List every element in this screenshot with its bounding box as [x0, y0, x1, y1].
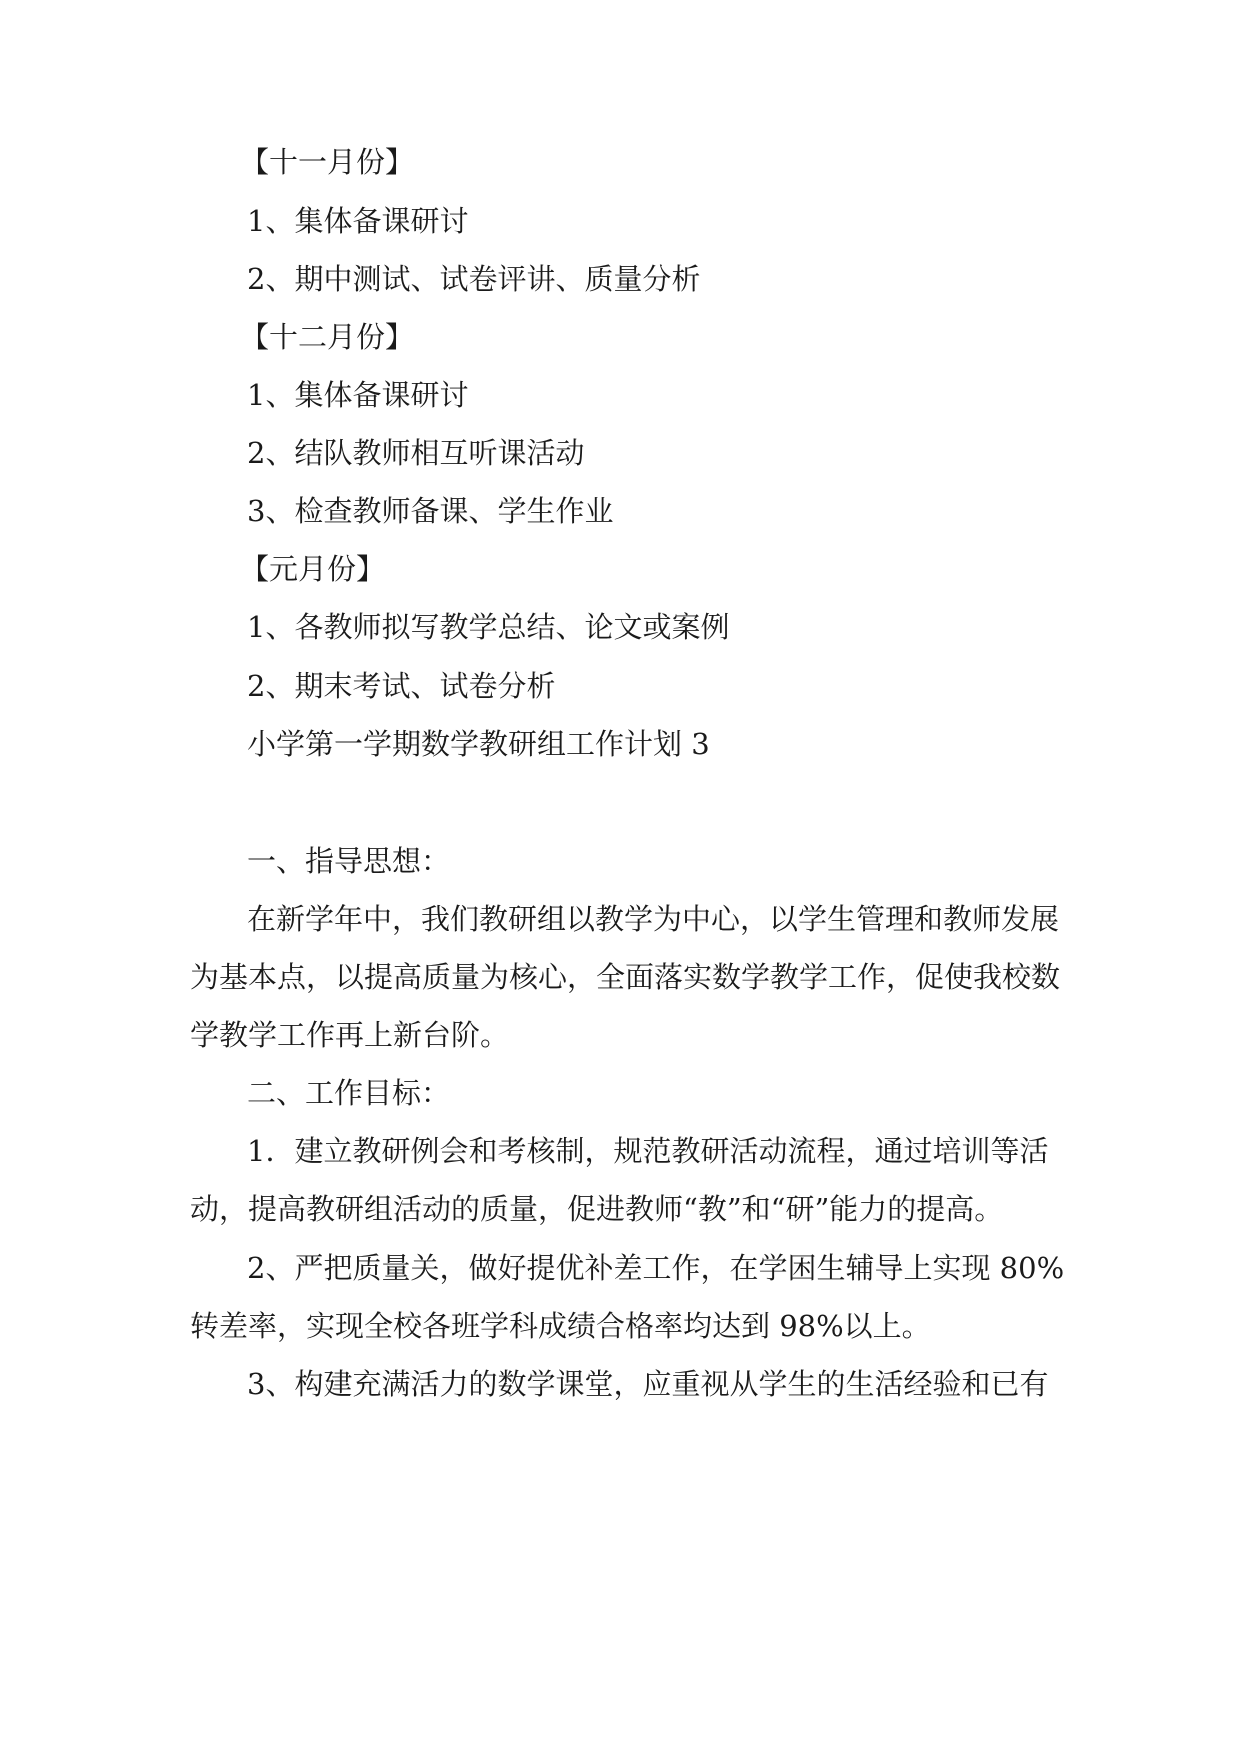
december-item-2: 2、结队教师相互听课活动	[247, 436, 585, 470]
guiding-line-1: 在新学年中，我们教研组以教学为中心，以学生管理和教师发展	[247, 902, 1060, 936]
december-item-3: 3、检查教师备课、学生作业	[247, 494, 614, 528]
guiding-line-3: 学教学工作再上新台阶。	[190, 1018, 510, 1052]
goals-heading: 二、工作目标：	[247, 1076, 451, 1110]
goal-1-line-1: 1．建立教研例会和考核制，规范教研活动流程，通过培训等活	[247, 1134, 1049, 1168]
january-heading: 【元月份】	[240, 552, 386, 586]
november-item-1: 1、集体备课研讨	[247, 204, 469, 238]
january-item-2: 2、期末考试、试卷分析	[247, 669, 556, 703]
november-heading: 【十一月份】	[240, 145, 415, 179]
january-item-1: 1、各教师拟写教学总结、论文或案例	[247, 610, 730, 644]
guiding-heading: 一、指导思想：	[247, 844, 451, 878]
goal-1-line-2: 动，提高教研组活动的质量，促进教师“教”和“研”能力的提高。	[190, 1192, 1004, 1226]
goal-3-line-1: 3、构建充满活力的数学课堂，应重视从学生的生活经验和已有	[247, 1367, 1049, 1401]
december-heading: 【十二月份】	[240, 320, 415, 354]
december-item-1: 1、集体备课研讨	[247, 378, 469, 412]
goal-2-line-1: 2、严把质量关，做好提优补差工作，在学困生辅导上实现 80%	[247, 1251, 1065, 1285]
goal-2-line-2: 转差率，实现全校各班学科成绩合格率均达到 98%以上。	[190, 1309, 931, 1343]
november-item-2: 2、期中测试、试卷评讲、质量分析	[247, 262, 701, 296]
guiding-line-2: 为基本点，以提高质量为核心，全面落实数学教学工作，促使我校数	[190, 960, 1061, 994]
plan-title: 小学第一学期数学教研组工作计划 3	[247, 727, 710, 761]
